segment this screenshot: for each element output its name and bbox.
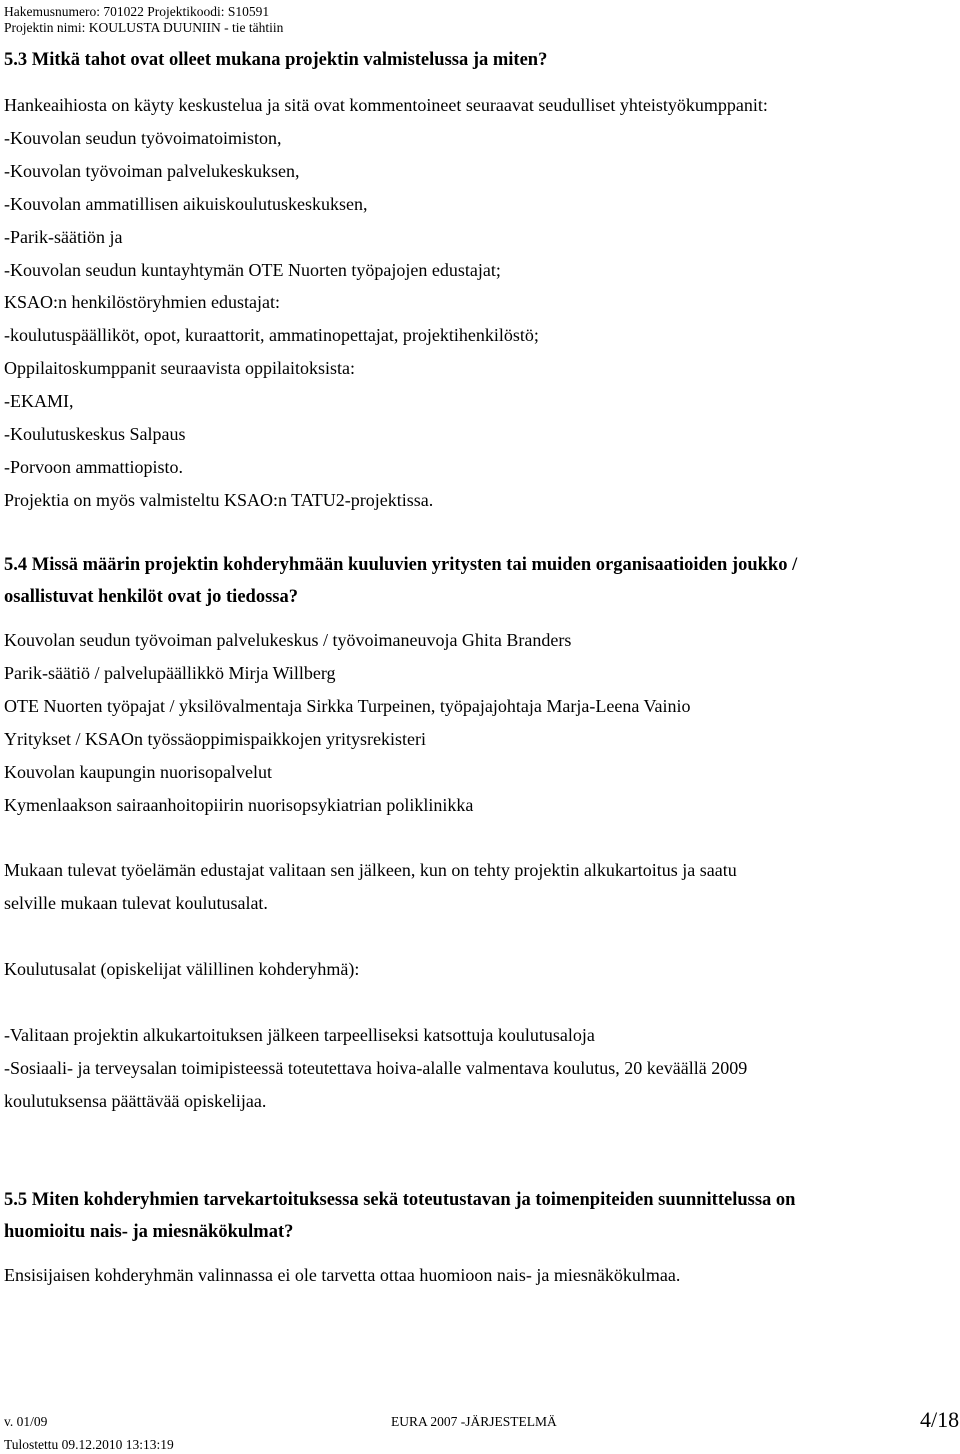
section-5-3-heading: 5.3 Mitkä tahot ovat olleet mukana projektin valmistelussa ja miten? — [4, 50, 548, 70]
body-line: -Kouvolan seudun kuntayhtymän OTE Nuorten työpajojen edustajat; — [4, 259, 501, 280]
section-5-4-fields-label: Koulutusalat (opiskelijat välillinen kohderyhmä): — [4, 959, 360, 979]
body-line: -koulutuspäälliköt, opot, kuraattorit, ammatinopettajat, projektihenkilöstö; — [4, 325, 539, 346]
body-line: -Kouvolan työvoiman palvelukeskuksen, — [4, 160, 300, 181]
section-5-5-heading — [4, 1184, 795, 1248]
heading-line: 5.5 Miten kohderyhmien tarvekartoituksessa sekä toteutustavan ja toimenpiteiden suunnittelussa on — [4, 1190, 796, 1210]
section-5-4-contacts — [4, 624, 691, 821]
contact-line: Kouvolan seudun työvoiman palvelukeskus / työvoimaneuvoja Ghita Branders — [4, 630, 572, 650]
footer-printed-timestamp: Tulostettu 09.12.2010 13:13:19 — [4, 1437, 174, 1452]
body-line: Projektia on myös valmisteltu KSAO:n TATU2-projektissa. — [4, 489, 434, 510]
heading-line: huomioitu nais- ja miesnäkökulmat? — [4, 1222, 294, 1242]
body-line: -Porvoon ammattiopisto. — [4, 456, 183, 477]
header-application-number: Hakemusnumero: 701022 Projektikoodi: S10591 — [4, 4, 270, 19]
paragraph-line: koulutuksensa päättävää opiskelijaa. — [4, 1090, 267, 1111]
heading-line: osallistuvat henkilöt ovat jo tiedossa? — [4, 587, 298, 607]
body-line: Oppilaitoskumppanit seuraavista oppilaitoksista: — [4, 358, 355, 379]
body-line: -Kouvolan ammatillisen aikuiskoulutuskeskuksen, — [4, 193, 368, 214]
contact-line: OTE Nuorten työpajat / yksilövalmentaja Sirkka Turpeinen, työpajajohtaja Marja-Leena Vainio — [4, 695, 691, 716]
page-number: 4/18 — [920, 1407, 960, 1432]
paragraph-line: selville mukaan tulevat koulutusalat. — [4, 892, 268, 913]
body-line: -Parik-säätiön ja — [4, 226, 123, 247]
paragraph-line: Mukaan tulevat työelämän edustajat valitaan sen jälkeen, kun on tehty projektin alkukartoitus ja saatu — [4, 860, 737, 880]
body-line: KSAO:n henkilöstöryhmien edustajat: — [4, 292, 280, 313]
section-5-4-heading — [4, 549, 797, 613]
body-line: Hankeaihiosta on käyty keskustelua ja sitä ovat kommentoineet seuraavat seudulliset yhteistyökumppanit: — [4, 95, 768, 115]
paragraph-line: -Valitaan projektin alkukartoituksen jälkeen tarpeelliseksi katsottuja koulutusaloja — [4, 1025, 595, 1045]
footer-system-name: EURA 2007 -JÄRJESTELMÄ — [391, 1414, 557, 1429]
body-line: -EKAMI, — [4, 391, 74, 412]
heading-line: 5.4 Missä määrin projektin kohderyhmään kuuluvien yritysten tai muiden organisaatioiden joukko / — [4, 555, 798, 575]
contact-line: Parik-säätiö / palvelupäällikkö Mirja Willberg — [4, 662, 336, 683]
section-5-4-fields-list — [4, 1019, 747, 1118]
contact-line: Yritykset / KSAOn työssäoppimispaikkojen yritysrekisteri — [4, 728, 426, 749]
footer-version: v. 01/09 — [4, 1414, 48, 1429]
section-5-5-text: Ensisijaisen kohderyhmän valinnassa ei ole tarvetta ottaa huomioon nais- ja miesnäkökulmaa. — [4, 1265, 681, 1285]
body-line: -Kouvolan seudun työvoimatoimiston, — [4, 127, 282, 148]
paragraph-line: -Sosiaali- ja terveysalan toimipisteessä toteutettava hoiva-alalle valmentava koulutus, 20 keväällä 2009 — [4, 1057, 748, 1078]
body-line: -Koulutuskeskus Salpaus — [4, 424, 186, 445]
contact-line: Kymenlaakson sairaanhoitopiirin nuorisopsykiatrian poliklinikka — [4, 794, 474, 815]
header-project-name: Projektin nimi: KOULUSTA DUUNIIN - tie tähtiin — [4, 20, 284, 35]
contact-line: Kouvolan kaupungin nuorisopalvelut — [4, 761, 272, 782]
section-5-4-paragraph-representatives — [4, 854, 737, 920]
section-5-3-body — [4, 89, 768, 517]
